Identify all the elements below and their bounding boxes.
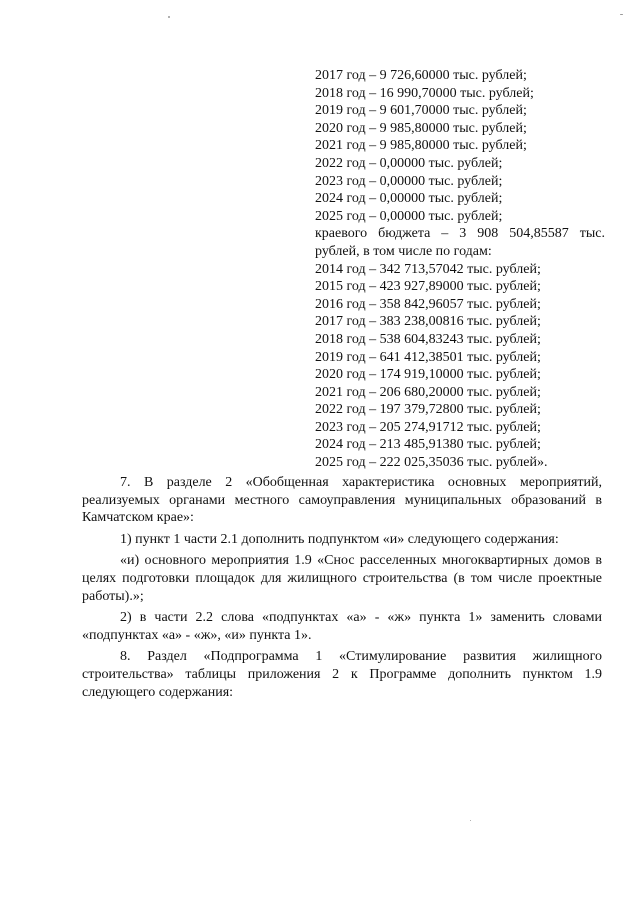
paragraph-quote-i: «и) основного мероприятия 1.9 «Снос расселенных многоквартирных домов в целях подготовки площадок для жилищного строительства (в том числе проектные работы).»; <box>82 553 602 604</box>
regional-year-line: 2025 год – 222 025,35036 тыс. рублей». <box>315 455 548 471</box>
budget-year-line: 2019 год – 9 601,70000 тыс. рублей; <box>315 103 527 119</box>
budget-year-line: 2022 год – 0,00000 тыс. рублей; <box>315 155 503 171</box>
scan-speck <box>470 820 471 821</box>
budget-year-line: 2024 год – 0,00000 тыс. рублей; <box>315 191 503 207</box>
paragraph-section-8: 8. Раздел «Подпрограмма 1 «Стимулирование развития жилищного строительства» таблицы приложения 2 к Программе дополнить пунктом 1.9 следующего содержания: <box>82 649 602 700</box>
paragraph-subitem-1: 1) пункт 1 части 2.1 дополнить подпунктом «и» следующего содержания: <box>120 531 559 547</box>
funding-breakdown <box>315 67 605 472</box>
regional-year-line: 2020 год – 174 919,10000 тыс. рублей; <box>315 367 541 383</box>
regional-budget-total: краевого бюджета – 3 908 504,85587 тыс. <box>315 226 605 242</box>
paragraph-section-7: 7. В разделе 2 «Обобщенная характеристика основных мероприятий, реализуемых органами местного самоуправления муниципальных образований в Камчатском крае»: <box>82 475 602 526</box>
paragraph-subitem-2: 2) в части 2.2 слова «подпунктах «а» - «ж» пункта 1» заменить словами «подпунктах «а» - «ж», «и» пункта 1». <box>82 610 602 643</box>
scan-speck <box>620 14 623 15</box>
regional-year-line: 2018 год – 538 604,83243 тыс. рублей; <box>315 331 541 347</box>
regional-year-line: 2019 год – 641 412,38501 тыс. рублей; <box>315 349 541 365</box>
budget-year-line: 2023 год – 0,00000 тыс. рублей; <box>315 173 503 189</box>
regional-year-line: 2023 год – 205 274,91712 тыс. рублей; <box>315 419 541 435</box>
budget-year-line: 2017 год – 9 726,60000 тыс. рублей; <box>315 68 527 83</box>
regional-year-line: 2017 год – 383 238,00816 тыс. рублей; <box>315 314 541 330</box>
scan-speck <box>168 16 170 18</box>
regional-budget-caption: рублей, в том числе по годам: <box>315 243 492 259</box>
budget-year-line: 2018 год – 16 990,70000 тыс. рублей; <box>315 85 534 101</box>
budget-year-line: 2025 год – 0,00000 тыс. рублей; <box>315 208 503 224</box>
budget-year-line: 2021 год – 9 985,80000 тыс. рублей; <box>315 138 527 154</box>
budget-year-line: 2020 год – 9 985,80000 тыс. рублей; <box>315 120 527 136</box>
regional-year-line: 2014 год – 342 713,57042 тыс. рублей; <box>315 261 541 277</box>
regional-year-line: 2022 год – 197 379,72800 тыс. рублей; <box>315 402 541 418</box>
regional-year-line: 2015 год – 423 927,89000 тыс. рублей; <box>315 279 541 295</box>
regional-year-line: 2024 год – 213 485,91380 тыс. рублей; <box>315 437 541 453</box>
regional-year-line: 2016 год – 358 842,96057 тыс. рублей; <box>315 296 541 312</box>
amendment-text <box>82 474 602 705</box>
regional-year-line: 2021 год – 206 680,20000 тыс. рублей; <box>315 384 541 400</box>
